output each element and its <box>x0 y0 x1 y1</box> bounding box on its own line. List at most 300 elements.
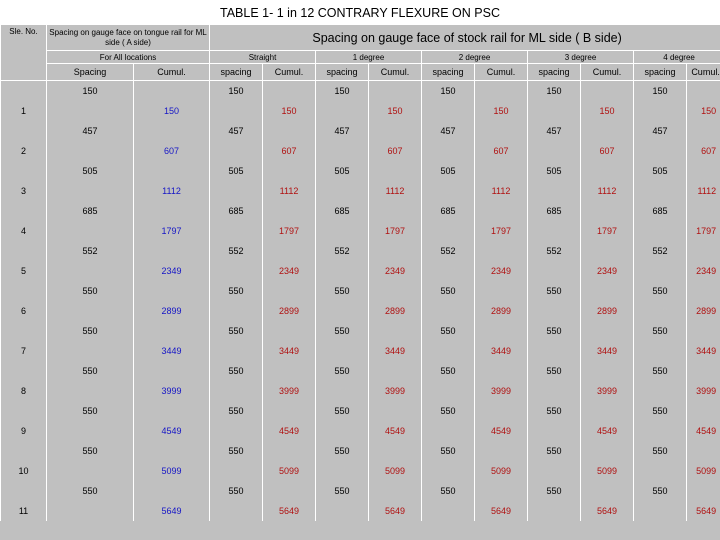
cumulative-value: 3999 <box>475 381 528 401</box>
empty-cell <box>316 421 369 441</box>
empty-cell <box>422 101 475 121</box>
empty-cell <box>634 141 687 161</box>
empty-cell <box>422 141 475 161</box>
spacing-value: 150 <box>634 81 687 102</box>
cumulative-value: 3449 <box>134 341 210 361</box>
spacing-subheader: spacing <box>210 64 263 81</box>
spacing-value: 457 <box>528 121 581 141</box>
group-header-1: Straight <box>210 51 316 64</box>
empty-cell <box>210 461 263 481</box>
sleeper-number: 7 <box>1 341 47 361</box>
spacing-value: 685 <box>634 201 687 221</box>
cumulative-value: 5649 <box>581 501 634 521</box>
cumulative-value: 3999 <box>263 381 316 401</box>
table-title: TABLE 1- 1 in 12 CONTRARY FLEXURE ON PSC <box>0 0 720 24</box>
cumulative-value: 3449 <box>369 341 422 361</box>
cumulative-value: 607 <box>134 141 210 161</box>
cumulative-value: 2349 <box>134 261 210 281</box>
spacing-row <box>1 121 720 141</box>
spacing-value: 505 <box>528 161 581 181</box>
spacing-value: 685 <box>47 201 134 221</box>
empty-cell <box>47 301 134 321</box>
cumulative-value: 3449 <box>263 341 316 361</box>
empty-cell <box>134 401 210 421</box>
empty-cell <box>263 401 316 421</box>
empty-cell <box>134 441 210 461</box>
cumul-subheader: Cumul. <box>475 64 528 81</box>
empty-cell <box>1 161 47 181</box>
spacing-row <box>1 361 720 381</box>
spacing-value: 550 <box>634 481 687 501</box>
group-header-2: 1 degree <box>316 51 422 64</box>
cumulative-value: 150 <box>581 101 634 121</box>
spacing-value: 457 <box>210 121 263 141</box>
cumulative-value: 5099 <box>475 461 528 481</box>
empty-cell <box>263 161 316 181</box>
spacing-subheader: spacing <box>316 64 369 81</box>
empty-cell <box>210 181 263 201</box>
empty-cell <box>634 381 687 401</box>
empty-cell <box>134 481 210 501</box>
spacing-value: 552 <box>47 241 134 261</box>
cumulative-value: 2899 <box>369 301 422 321</box>
empty-cell <box>369 401 422 421</box>
empty-cell <box>263 121 316 141</box>
spacing-value: 550 <box>47 481 134 501</box>
spacing-value: 550 <box>210 441 263 461</box>
cumul-subheader: Cumul. <box>134 64 210 81</box>
empty-cell <box>634 221 687 241</box>
empty-cell <box>316 341 369 361</box>
spacing-subheader: spacing <box>634 64 687 81</box>
cumulative-value: 2349 <box>369 261 422 281</box>
empty-cell <box>47 261 134 281</box>
empty-cell <box>528 101 581 121</box>
empty-cell <box>528 221 581 241</box>
empty-cell <box>581 441 634 461</box>
cumulative-value: 1797 <box>369 221 422 241</box>
cumulative-value: 2899 <box>263 301 316 321</box>
empty-cell <box>528 261 581 281</box>
empty-cell <box>581 321 634 341</box>
spacing-value: 150 <box>422 81 475 102</box>
empty-cell <box>210 341 263 361</box>
empty-cell <box>369 121 422 141</box>
empty-cell <box>47 221 134 241</box>
empty-cell <box>475 441 528 461</box>
spacing-value: 550 <box>47 441 134 461</box>
empty-cell <box>316 221 369 241</box>
empty-cell <box>475 121 528 141</box>
spacing-value: 550 <box>528 281 581 301</box>
empty-cell <box>581 121 634 141</box>
empty-cell <box>134 201 210 221</box>
cumulative-value: 1112 <box>134 181 210 201</box>
empty-cell <box>210 141 263 161</box>
empty-cell <box>634 181 687 201</box>
empty-cell <box>634 261 687 281</box>
spacing-value: 550 <box>316 441 369 461</box>
spacing-value: 457 <box>47 121 134 141</box>
sleeper-row <box>1 221 720 241</box>
spacing-value: 550 <box>47 281 134 301</box>
spacing-value: 685 <box>210 201 263 221</box>
cumulative-value: 1797 <box>581 221 634 241</box>
cumulative-value: 4549 <box>263 421 316 441</box>
empty-cell <box>1 121 47 141</box>
spacing-value: 457 <box>634 121 687 141</box>
cumulative-value: 1112 <box>581 181 634 201</box>
empty-cell <box>581 81 634 102</box>
spacing-value: 505 <box>422 161 475 181</box>
empty-cell <box>210 101 263 121</box>
stock-rail-header: Spacing on gauge face of stock rail for ML side ( B side) <box>210 25 720 51</box>
cumulative-value: 4549 <box>369 421 422 441</box>
empty-cell <box>369 361 422 381</box>
empty-cell <box>210 381 263 401</box>
cumulative-value: 1797 <box>134 221 210 241</box>
empty-cell <box>134 161 210 181</box>
empty-cell <box>263 201 316 221</box>
group-header-3: 2 degree <box>422 51 528 64</box>
sleeper-number: 11 <box>1 501 47 521</box>
spacing-value: 552 <box>422 241 475 261</box>
empty-cell <box>581 281 634 301</box>
spacing-value: 552 <box>634 241 687 261</box>
empty-cell <box>528 461 581 481</box>
group-header-4: 3 degree <box>528 51 634 64</box>
empty-cell <box>263 241 316 261</box>
spacing-value: 550 <box>634 441 687 461</box>
spacing-value: 150 <box>316 81 369 102</box>
spacing-value: 550 <box>210 401 263 421</box>
empty-cell <box>1 401 47 421</box>
spacing-value: 550 <box>422 481 475 501</box>
spacing-value: 550 <box>316 281 369 301</box>
empty-cell <box>581 361 634 381</box>
spacing-value: 550 <box>528 441 581 461</box>
empty-cell <box>263 361 316 381</box>
cumulative-value: 4549 <box>687 421 720 441</box>
sleeper-row <box>1 341 720 361</box>
empty-cell <box>47 141 134 161</box>
empty-cell <box>47 461 134 481</box>
cumulative-value: 607 <box>475 141 528 161</box>
empty-cell <box>47 101 134 121</box>
empty-cell <box>475 401 528 421</box>
empty-cell <box>1 241 47 261</box>
empty-cell <box>475 161 528 181</box>
empty-cell <box>316 501 369 521</box>
spacing-row <box>1 401 720 421</box>
empty-cell <box>316 301 369 321</box>
spacing-value: 550 <box>528 321 581 341</box>
spacing-value: 550 <box>316 481 369 501</box>
spacing-value: 550 <box>47 321 134 341</box>
empty-cell <box>422 261 475 281</box>
spacing-value: 685 <box>422 201 475 221</box>
cumulative-value: 2899 <box>581 301 634 321</box>
cumulative-value: 607 <box>581 141 634 161</box>
cumulative-value: 3449 <box>687 341 720 361</box>
empty-cell <box>210 261 263 281</box>
empty-cell <box>316 181 369 201</box>
empty-cell <box>528 381 581 401</box>
spacing-value: 505 <box>47 161 134 181</box>
empty-cell <box>1 481 47 501</box>
flexure-table <box>0 24 720 521</box>
cumulative-value: 5099 <box>581 461 634 481</box>
empty-cell <box>263 321 316 341</box>
sleeper-row <box>1 261 720 281</box>
spacing-value: 552 <box>528 241 581 261</box>
cumulative-value: 3449 <box>581 341 634 361</box>
spacing-row <box>1 281 720 301</box>
spacing-value: 550 <box>210 361 263 381</box>
empty-cell <box>134 81 210 102</box>
empty-cell <box>263 481 316 501</box>
sleeper-row <box>1 141 720 161</box>
empty-cell <box>47 181 134 201</box>
sleeper-row <box>1 181 720 201</box>
cumulative-value: 3999 <box>134 381 210 401</box>
empty-cell <box>528 181 581 201</box>
sleeper-row <box>1 301 720 321</box>
empty-cell <box>1 321 47 341</box>
spacing-value: 550 <box>528 401 581 421</box>
cumulative-value: 2899 <box>687 301 720 321</box>
cumulative-value: 1112 <box>475 181 528 201</box>
empty-cell <box>475 321 528 341</box>
tongue-rail-header: Spacing on gauge face on tongue rail for ML side ( A side) <box>47 25 210 51</box>
empty-cell <box>634 341 687 361</box>
empty-cell <box>528 341 581 361</box>
cumulative-value: 150 <box>263 101 316 121</box>
empty-cell <box>316 141 369 161</box>
cumulative-value: 3999 <box>369 381 422 401</box>
empty-cell <box>475 81 528 102</box>
empty-cell <box>475 361 528 381</box>
empty-cell <box>422 501 475 521</box>
cumulative-value: 607 <box>369 141 422 161</box>
empty-cell <box>1 441 47 461</box>
spacing-value: 550 <box>634 401 687 421</box>
empty-cell <box>316 261 369 281</box>
spacing-value: 505 <box>210 161 263 181</box>
cumulative-value: 150 <box>687 101 720 121</box>
spacing-value: 550 <box>210 481 263 501</box>
spacing-value: 550 <box>634 321 687 341</box>
sleeper-row <box>1 421 720 441</box>
cumul-subheader: Cumul. <box>581 64 634 81</box>
cumulative-value: 1797 <box>263 221 316 241</box>
empty-cell <box>369 321 422 341</box>
cumulative-value: 2349 <box>475 261 528 281</box>
empty-cell <box>47 501 134 521</box>
empty-cell <box>634 421 687 441</box>
cumulative-value: 607 <box>263 141 316 161</box>
empty-cell <box>422 461 475 481</box>
spacing-value: 552 <box>210 241 263 261</box>
cumul-subheader: Cumul. <box>369 64 422 81</box>
cumulative-value: 2349 <box>581 261 634 281</box>
spacing-row <box>1 321 720 341</box>
cumulative-value: 4549 <box>134 421 210 441</box>
empty-cell <box>134 361 210 381</box>
cumulative-value: 150 <box>369 101 422 121</box>
spacing-value: 550 <box>47 401 134 421</box>
empty-cell <box>210 421 263 441</box>
empty-cell <box>369 481 422 501</box>
empty-cell <box>134 281 210 301</box>
spacing-value: 505 <box>316 161 369 181</box>
empty-cell <box>47 381 134 401</box>
sleeper-number: 10 <box>1 461 47 481</box>
empty-cell <box>422 421 475 441</box>
empty-cell <box>581 201 634 221</box>
spacing-subheader: spacing <box>422 64 475 81</box>
cumulative-value: 5649 <box>134 501 210 521</box>
cumulative-value: 5649 <box>475 501 528 521</box>
empty-cell <box>316 101 369 121</box>
sleeper-number: 1 <box>1 101 47 121</box>
spacing-row <box>1 161 720 181</box>
empty-cell <box>47 341 134 361</box>
cumulative-value: 2349 <box>263 261 316 281</box>
sleeper-number: 8 <box>1 381 47 401</box>
group-header-0: For All locations <box>47 51 210 64</box>
empty-cell <box>210 301 263 321</box>
empty-cell <box>316 381 369 401</box>
spacing-value: 150 <box>47 81 134 102</box>
spacing-value: 550 <box>634 281 687 301</box>
sleeper-number: 5 <box>1 261 47 281</box>
cumulative-value: 5649 <box>369 501 422 521</box>
empty-cell <box>263 81 316 102</box>
cumulative-value: 1112 <box>263 181 316 201</box>
spacing-value: 550 <box>422 441 475 461</box>
empty-cell <box>210 221 263 241</box>
cumulative-value: 5649 <box>687 501 720 521</box>
empty-cell <box>422 221 475 241</box>
spacing-value: 550 <box>422 281 475 301</box>
spacing-value: 685 <box>528 201 581 221</box>
empty-cell <box>1 81 47 102</box>
spacing-row <box>1 481 720 501</box>
empty-cell <box>528 501 581 521</box>
cumulative-value: 1112 <box>369 181 422 201</box>
cumulative-value: 4549 <box>475 421 528 441</box>
empty-cell <box>369 201 422 221</box>
sleeper-row <box>1 381 720 401</box>
cumulative-value: 1112 <box>687 181 720 201</box>
cumul-subheader: Cumul. <box>263 64 316 81</box>
spacing-value: 550 <box>210 281 263 301</box>
empty-cell <box>634 301 687 321</box>
cumulative-value: 607 <box>687 141 720 161</box>
empty-cell <box>475 281 528 301</box>
spacing-row <box>1 441 720 461</box>
sleeper-number: 9 <box>1 421 47 441</box>
spacing-value: 550 <box>316 321 369 341</box>
empty-cell <box>369 281 422 301</box>
cumulative-value: 5649 <box>263 501 316 521</box>
spacing-value: 550 <box>422 321 475 341</box>
empty-cell <box>210 501 263 521</box>
cumulative-value: 1797 <box>687 221 720 241</box>
spacing-subheader: spacing <box>528 64 581 81</box>
empty-cell <box>134 321 210 341</box>
cumulative-value: 2899 <box>475 301 528 321</box>
sleeper-row <box>1 501 720 521</box>
empty-cell <box>1 281 47 301</box>
empty-cell <box>581 241 634 261</box>
spacing-value: 550 <box>47 361 134 381</box>
spacing-row <box>1 201 720 221</box>
cumulative-value: 1797 <box>475 221 528 241</box>
spacing-value: 550 <box>316 361 369 381</box>
empty-cell <box>369 241 422 261</box>
cumulative-value: 4549 <box>581 421 634 441</box>
empty-cell <box>422 381 475 401</box>
sleeper-row <box>1 461 720 481</box>
empty-cell <box>1 201 47 221</box>
spacing-value: 550 <box>316 401 369 421</box>
cumulative-value: 5099 <box>369 461 422 481</box>
empty-cell <box>316 461 369 481</box>
empty-cell <box>422 301 475 321</box>
empty-cell <box>634 461 687 481</box>
spacing-value: 550 <box>634 361 687 381</box>
empty-cell <box>422 341 475 361</box>
empty-cell <box>528 421 581 441</box>
sleeper-number: 6 <box>1 301 47 321</box>
cumulative-value: 150 <box>475 101 528 121</box>
sl-no-header: Sle. No. <box>1 25 47 81</box>
spacing-value: 550 <box>422 361 475 381</box>
cumulative-value: 3999 <box>581 381 634 401</box>
empty-cell <box>369 161 422 181</box>
empty-cell <box>263 281 316 301</box>
spacing-value: 685 <box>316 201 369 221</box>
spacing-value: 550 <box>528 361 581 381</box>
empty-cell <box>581 161 634 181</box>
spacing-value: 505 <box>634 161 687 181</box>
cumulative-value: 2349 <box>687 261 720 281</box>
spacing-value: 150 <box>210 81 263 102</box>
empty-cell <box>475 481 528 501</box>
empty-cell <box>422 181 475 201</box>
spacing-row <box>1 241 720 261</box>
empty-cell <box>581 401 634 421</box>
spacing-value: 550 <box>422 401 475 421</box>
sleeper-number: 2 <box>1 141 47 161</box>
cumulative-value: 5099 <box>687 461 720 481</box>
empty-cell <box>475 241 528 261</box>
cumulative-value: 3999 <box>687 381 720 401</box>
spacing-subheader: Spacing <box>47 64 134 81</box>
empty-cell <box>369 81 422 102</box>
sleeper-number: 4 <box>1 221 47 241</box>
cumul-subheader: Cumul. <box>687 64 720 81</box>
spacing-value: 550 <box>210 321 263 341</box>
empty-cell <box>1 361 47 381</box>
empty-cell <box>528 141 581 161</box>
empty-cell <box>47 421 134 441</box>
sleeper-row <box>1 101 720 121</box>
spacing-value: 552 <box>316 241 369 261</box>
empty-cell <box>634 501 687 521</box>
